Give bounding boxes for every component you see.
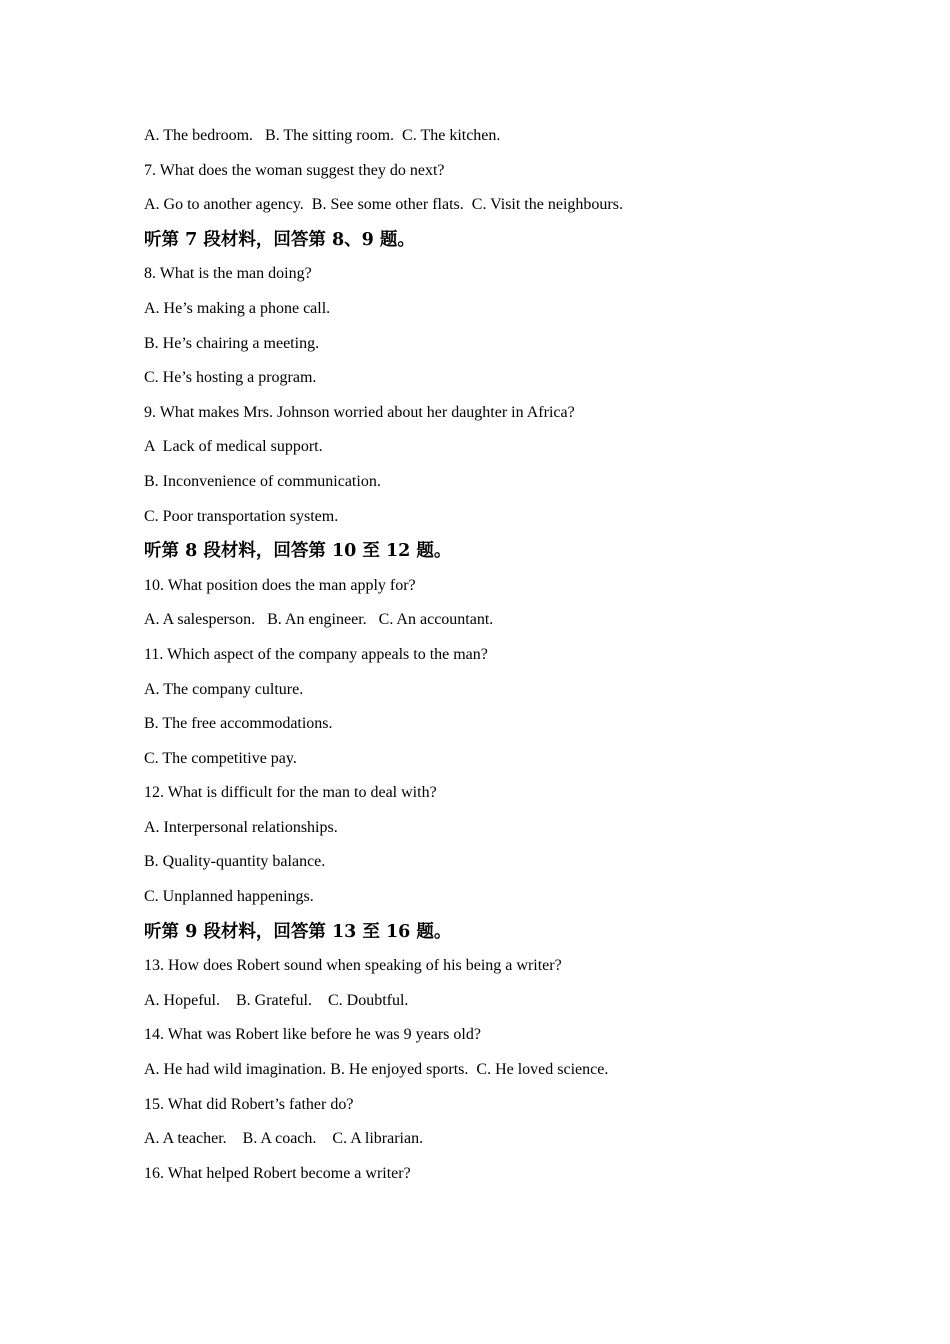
option-line: B. Inconvenience of communication. bbox=[144, 472, 381, 490]
question-line: 14. What was Robert like before he was 9 years old? bbox=[144, 1026, 481, 1044]
section-heading: 听第 9 段材料，回答第 13 至 16 题。 bbox=[144, 921, 452, 942]
question-line: 13. How does Robert sound when speaking of his being a writer? bbox=[144, 957, 562, 975]
option-line: A. Hopeful. B. Grateful. C. Doubtful. bbox=[144, 991, 409, 1009]
option-line: B. The free accommodations. bbox=[144, 715, 333, 733]
option-line: A. Interpersonal relationships. bbox=[144, 818, 338, 836]
option-line: A. The bedroom. B. The sitting room. C. The kitchen. bbox=[144, 127, 501, 144]
section-heading: 听第 8 段材料，回答第 10 至 12 题。 bbox=[144, 541, 452, 562]
option-line: B. He’s chairing a meeting. bbox=[144, 334, 320, 352]
option-line: A. He had wild imagination. B. He enjoyed sports. C. He loved science. bbox=[144, 1061, 609, 1079]
option-line: A. The company culture. bbox=[144, 680, 304, 698]
option-line: C. Unplanned happenings. bbox=[144, 888, 314, 906]
option-line: A. A salesperson. B. An engineer. C. An accountant. bbox=[144, 611, 494, 629]
option-line: C. He’s hosting a program. bbox=[144, 369, 317, 387]
option-line: A. A teacher. B. A coach. C. A librarian. bbox=[144, 1130, 424, 1148]
option-line: C. The competitive pay. bbox=[144, 749, 297, 767]
section-heading: 听第 7 段材料，回答第 8、9 题。 bbox=[144, 229, 415, 250]
question-line: 9. What makes Mrs. Johnson worried about her daughter in Africa? bbox=[144, 403, 575, 421]
option-line: A. Go to another agency. B. See some other flats. C. Visit the neighbours. bbox=[144, 196, 623, 214]
question-line: 15. What did Robert’s father do? bbox=[144, 1095, 354, 1113]
question-line: 11. Which aspect of the company appeals to the man? bbox=[144, 645, 488, 663]
question-line: 7. What does the woman suggest they do next? bbox=[144, 161, 445, 179]
question-line: 10. What position does the man apply for? bbox=[144, 576, 416, 594]
option-line: A. He’s making a phone call. bbox=[144, 299, 331, 317]
option-line: C. Poor transportation system. bbox=[144, 507, 339, 525]
document-page bbox=[144, 119, 844, 1191]
option-line: B. Quality-quantity balance. bbox=[144, 853, 326, 871]
question-line: 8. What is the man doing? bbox=[144, 265, 312, 283]
option-line: A Lack of medical support. bbox=[144, 438, 323, 456]
question-line: 12. What is difficult for the man to deal with? bbox=[144, 784, 437, 802]
question-line: 16. What helped Robert become a writer? bbox=[144, 1164, 411, 1182]
